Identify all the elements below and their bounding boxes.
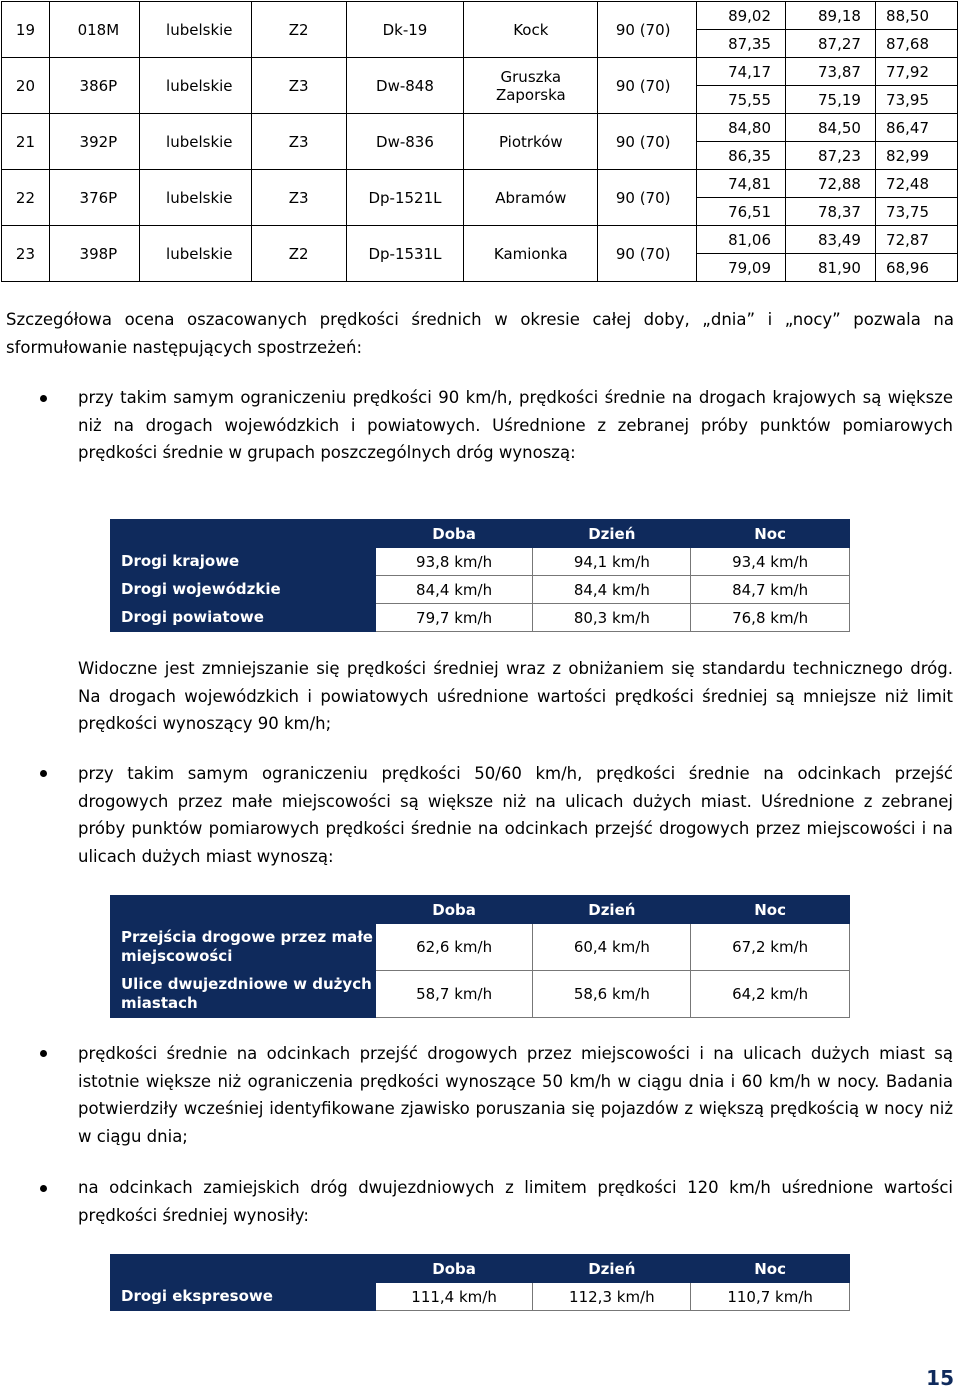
row-number: 21 [15, 132, 35, 151]
row-number-cell [2, 58, 50, 114]
row-label: Drogi wojewódzkie [111, 576, 376, 604]
column-header: Doba [375, 520, 533, 548]
speed-value: 58,7 km/h [375, 971, 533, 1018]
road-class: Z2 [288, 244, 309, 263]
row-number: 19 [15, 20, 35, 39]
column-header: Doba [375, 896, 533, 924]
speed-table-expressways [110, 1254, 850, 1311]
bullet-towns: przy takim samym ograniczeniu prędkości 50/60 km/h, prędkości średnie na odcinkach przejść drogowych przez małe miejscowości są większe niż na ulicach dużych miast. Uśrednione z zebranej próby punktów pomiarowych prędkości średnie na odcinkach przejść drogowych przez miejscowości i na ulicach dużych miast wynoszą: [78, 764, 953, 866]
bullet-dot [40, 1050, 47, 1057]
speed-value: 79,7 km/h [375, 604, 533, 632]
road-number-cell [346, 114, 464, 170]
speed-value: 73,75 [875, 198, 957, 226]
road-number-cell [346, 226, 464, 282]
place-name: Abramów [495, 188, 567, 207]
road-number: Dk-19 [382, 20, 428, 39]
point-code: 386P [79, 76, 118, 95]
speed-value: 87,68 [875, 30, 957, 58]
table-row [111, 971, 850, 1018]
road-class-cell [251, 114, 346, 170]
table-row [2, 226, 958, 254]
row-number-cell [2, 226, 50, 282]
place-name: Kamionka [493, 244, 568, 263]
row-label: Drogi ekspresowe [111, 1283, 376, 1311]
point-code: 392P [79, 132, 118, 151]
speed-value: 62,6 km/h [375, 924, 533, 971]
row-label: Drogi krajowe [111, 548, 376, 576]
place-name-cell [464, 114, 598, 170]
road-class-cell [251, 226, 346, 282]
road-class: Z3 [288, 76, 309, 95]
region: lubelskie [166, 20, 233, 39]
speed-limit: 90 (70) [615, 188, 671, 207]
place-name-cell [464, 226, 598, 282]
bullet-national-roads: przy takim samym ograniczeniu prędkości 90 km/h, prędkości średnie na drogach krajowych są większe niż na drogach wojewódzkich i powiatowych. Uśrednione z zebranej próby punktów pomiarowych prędkości średnie w grupach poszczególnych dróg wynoszą: [78, 388, 953, 462]
speed-limit-cell [598, 226, 697, 282]
speed-table-roads [110, 519, 850, 632]
speed-value: 88,50 [875, 2, 957, 30]
place-name-cell [464, 58, 598, 114]
row-label: Przejścia drogowe przez małe miejscowości [111, 924, 376, 971]
bullet-dot [40, 395, 47, 402]
road-class: Z3 [288, 132, 309, 151]
measurement-table [1, 1, 958, 282]
speed-value: 94,1 km/h [533, 548, 691, 576]
region-cell [139, 226, 251, 282]
header-corner [111, 520, 376, 548]
table-row [111, 604, 850, 632]
speed-value: 111,4 km/h [375, 1283, 533, 1311]
speed-value: 81,90 [786, 254, 876, 282]
speed-value: 60,4 km/h [533, 924, 691, 971]
speed-value: 84,50 [786, 114, 876, 142]
table-row [111, 576, 850, 604]
speed-value: 84,4 km/h [533, 576, 691, 604]
row-number: 22 [15, 188, 35, 207]
speed-value: 67,2 km/h [691, 924, 850, 971]
road-class-cell [251, 2, 346, 58]
speed-value: 82,99 [875, 142, 957, 170]
table-row [2, 170, 958, 198]
region: lubelskie [166, 244, 233, 263]
road-number-cell [346, 58, 464, 114]
region-cell [139, 58, 251, 114]
road-class-cell [251, 170, 346, 226]
header-corner [111, 896, 376, 924]
speed-value: 74,81 [697, 170, 786, 198]
bullet-dot [40, 1185, 47, 1192]
speed-table-towns [110, 895, 850, 1018]
speed-value: 74,17 [697, 58, 786, 86]
header-row [111, 520, 850, 548]
column-header: Noc [691, 520, 850, 548]
road-number: Dp-1531L [368, 244, 442, 263]
paragraph-road-standard: Widoczne jest zmniejszanie się prędkości średniej wraz z obniżaniem się standardu technicznego dróg. Na drogach wojewódzkich i powiatowych uśrednione wartości prędkości średniej są mniejsze niż limit prędkości wynoszący 90 km/h; [78, 659, 953, 733]
speed-value: 73,95 [875, 86, 957, 114]
road-number: Dw-848 [376, 76, 434, 95]
speed-value: 87,23 [786, 142, 876, 170]
point-code-cell [49, 114, 139, 170]
speed-value: 110,7 km/h [691, 1283, 850, 1311]
place-name: Piotrków [498, 132, 563, 151]
road-number-cell [346, 2, 464, 58]
speed-value: 84,7 km/h [691, 576, 850, 604]
speed-value: 72,48 [875, 170, 957, 198]
place-name: Kock [513, 20, 549, 39]
place-name-cell [464, 2, 598, 58]
page-number: 15 [926, 1366, 954, 1390]
speed-value: 68,96 [875, 254, 957, 282]
speed-value: 78,37 [786, 198, 876, 226]
region-cell [139, 2, 251, 58]
column-header: Dzień [533, 1255, 691, 1283]
bullet-expressways: na odcinkach zamiejskich dróg dwujezdniowych z limitem prędkości 120 km/h uśrednione wartości prędkości średniej wynosiły: [78, 1178, 953, 1225]
row-number-cell [2, 170, 50, 226]
speed-value: 83,49 [786, 226, 876, 254]
column-header: Noc [691, 1255, 850, 1283]
table-row [111, 1283, 850, 1311]
speed-value: 81,06 [697, 226, 786, 254]
place-name: Gruszka Zaporska [495, 67, 566, 104]
speed-value: 86,47 [875, 114, 957, 142]
speed-limit-cell [598, 114, 697, 170]
road-class: Z3 [288, 188, 309, 207]
header-row [111, 896, 850, 924]
header-row [111, 1255, 850, 1283]
speed-value: 72,87 [875, 226, 957, 254]
region-cell [139, 114, 251, 170]
speed-value: 58,6 km/h [533, 971, 691, 1018]
row-label: Drogi powiatowe [111, 604, 376, 632]
speed-value: 112,3 km/h [533, 1283, 691, 1311]
place-name-cell [464, 170, 598, 226]
speed-limit: 90 (70) [615, 76, 671, 95]
speed-value: 73,87 [786, 58, 876, 86]
road-class-cell [251, 58, 346, 114]
speed-value: 76,51 [697, 198, 786, 226]
point-code-cell [49, 2, 139, 58]
speed-limit-cell [598, 58, 697, 114]
speed-value: 93,8 km/h [375, 548, 533, 576]
bullet-dot [40, 770, 47, 777]
column-header: Dzień [533, 520, 691, 548]
row-number-cell [2, 114, 50, 170]
row-number-cell [2, 2, 50, 58]
speed-limit: 90 (70) [615, 20, 671, 39]
column-header: Dzień [533, 896, 691, 924]
row-label: Ulice dwujezdniowe w dużych miastach [111, 971, 376, 1018]
point-code-cell [49, 58, 139, 114]
point-code-cell [49, 170, 139, 226]
table-row [111, 924, 850, 971]
bullet-speed-limits: prędkości średnie na odcinkach przejść drogowych przez miejscowości i na ulicach dużych miast są istotnie większe niż ograniczenia prędkości wynoszące 50 km/h w ciągu dnia i 60 km/h w nocy. Badania potwierdziły wcześniej identyfikowane zjawisko poruszania się pojazdów z większą prędkością w nocy niż w ciągu dnia; [78, 1044, 953, 1146]
column-header: Noc [691, 896, 850, 924]
point-code: 376P [79, 188, 118, 207]
region: lubelskie [166, 132, 233, 151]
speed-value: 80,3 km/h [533, 604, 691, 632]
speed-limit-cell [598, 170, 697, 226]
point-code-cell [49, 226, 139, 282]
speed-value: 84,4 km/h [375, 576, 533, 604]
intro-paragraph: Szczegółowa ocena oszacowanych prędkości średnich w okresie całej doby, „dnia” i „nocy” pozwala na sformułowanie następujących spostrzeżeń: [6, 310, 954, 357]
speed-value: 84,80 [697, 114, 786, 142]
table-row [2, 114, 958, 142]
road-number-cell [346, 170, 464, 226]
speed-value: 87,27 [786, 30, 876, 58]
speed-limit-cell [598, 2, 697, 58]
point-code: 018M [77, 20, 120, 39]
speed-value: 64,2 km/h [691, 971, 850, 1018]
table-row [2, 58, 958, 86]
speed-value: 93,4 km/h [691, 548, 850, 576]
region: lubelskie [166, 188, 233, 207]
speed-value: 77,92 [875, 58, 957, 86]
row-number: 20 [15, 76, 35, 95]
region: lubelskie [166, 76, 233, 95]
speed-value: 75,19 [786, 86, 876, 114]
speed-limit: 90 (70) [615, 244, 671, 263]
point-code: 398P [79, 244, 118, 263]
speed-limit: 90 (70) [615, 132, 671, 151]
row-number: 23 [15, 244, 35, 263]
column-header: Doba [375, 1255, 533, 1283]
road-number: Dp-1521L [368, 188, 442, 207]
speed-value: 79,09 [697, 254, 786, 282]
speed-value: 76,8 km/h [691, 604, 850, 632]
speed-value: 72,88 [786, 170, 876, 198]
road-class: Z2 [288, 20, 309, 39]
region-cell [139, 170, 251, 226]
header-corner [111, 1255, 376, 1283]
speed-value: 87,35 [697, 30, 786, 58]
road-number: Dw-836 [376, 132, 434, 151]
speed-value: 86,35 [697, 142, 786, 170]
speed-value: 75,55 [697, 86, 786, 114]
speed-value: 89,18 [786, 2, 876, 30]
table-row [2, 2, 958, 30]
table-row [111, 548, 850, 576]
speed-value: 89,02 [697, 2, 786, 30]
